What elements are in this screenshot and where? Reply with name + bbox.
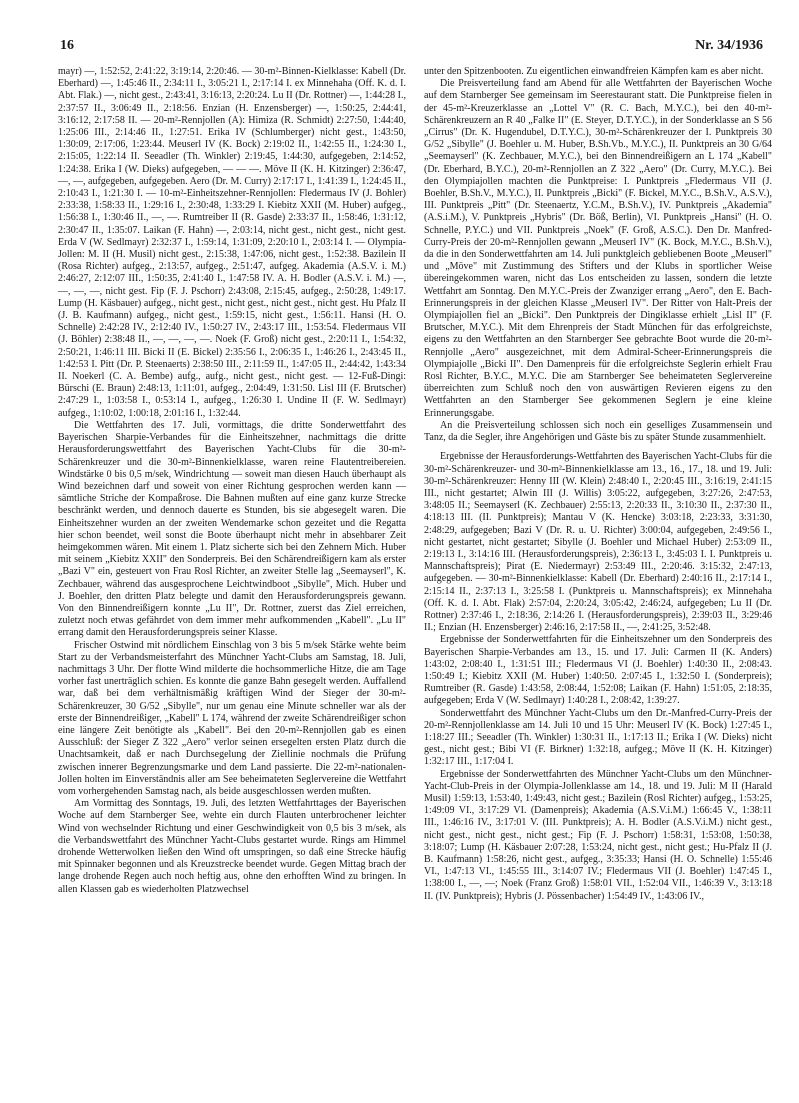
paragraph: Ergebnisse der Sonderwettfahrten des Münchner Yacht-Clubs um den Münchner-Yacht-Club-Preis in der Olympia-Jollenklasse am 14., 18. und 19. Juli: M II (Harald Musil) 1:59:13, 1:53:40, 1:49:43, nicht gest.; Bazilein (Rosl Richter) aufgeg., 1:53:25, 1:49:09 VI., 3:17:29 VI. (Damenpreis); Akademia (A.S.V.i.M.) 1:66:45 V., 1:38:11 III., 1:46:16 IV., 3:17:01 V. (III. Punktpreis); A. H. Bodler (A.S.V.i.M.) nicht gest., nicht gest., nicht gest., nicht gest.; Fip (F. J. Pschorr) 1:58:31, 1:53:08, 1:50:38, 3:18:07; Lump (H. Käsbauer 2:07:28, 1:53:24, nicht gest., nicht gest.; Hu-Pfalz II (J. B. Kaufmann) 1:58:26, nicht gest., aufgeg., 3:35:33; Hansi (H. O. Schnelle) 1:55:46 VI., 1:47:13 VI., 1:45:55 III., 3:14:07 IV.; Fledermaus VII (J. Boehler) 1:47:45 I., 1:38:00 I., —, —; Noek (Franz Groß) 1:58:01 VII., 1:52:04 VII., 1:46:39 V., 3:13:18 II. (IV. Punktpreis); Hybris (J. Pössenbacher) 1:54:49 IV., 1:43:06 IV.,: [424, 768, 772, 902]
paragraph: Die Wettfahrten des 17. Juli, vormittags, die dritte Sonderwettfahrt des Bayerischen Sharpie-Verbandes für die Einheitszehner, nachmittags die dritte Herausforderungswettfahrt des Bayerischen Yacht-Clubs für die 30-m²-Schärenkreuzer und die 30-m²-Binnenkielklasse, waren reine Flautentreibereien. Windstärke 0 bis 0,5 m/sek, Windrichtung — soweit man diesen Hauch überhaupt als Wind bezeichnen darf und soweit von einer Richtung gesprochen werden kann — sämtliche Striche der Kompaßrose. Die Bahnen mußten auf eine ganz kurze Strecke beschränkt werden, und dennoch dauerte es Stunden, bis sie abgesegelt waren. Die Einheitszehner wurden an der zweiten Wendemarke schon gezeitet und die Regatta hier schon beendet, weil sonst die Boote überhaupt nicht mehr in absehbarer Zeit heimgekommen wären. Mit einem 1. Platz sicherte sich bei den Zehnern Mich. Huber mit seinem „Kiebitz XXII" den Sonderpreis. Bei den Schärendreißigern kam als erster „Bazi V" ein, gesteuert von Frau Rosl Richter, an zweiter Stelle lag „Seemayserl", K. Zechbauer, während das ausgesprochene Leichtwindboot „Sibylle", Mich. Huber und J. Boehler, den dritten Platz belegte und damit den Herausforderungspreis gewann. Von den Binnendreißigern konnte „Lu II", Dr. Rottner, zuerst das Ziel erreichen, zuletzt noch etwas gefährdet von dem immer mehr aufkommenden „Kabell". „Lu II" errang damit den Herausforderungspreis seiner Klasse.: [58, 419, 406, 639]
paragraph-spacer: [424, 444, 772, 451]
issue-number: Nr. 34/1936: [695, 38, 763, 53]
page-header: [60, 38, 763, 60]
left-column: [58, 66, 406, 896]
paragraph: unter den Spitzenbooten. Zu eigentlichen einwandfreien Kämpfen kam es aber nicht.: [424, 66, 764, 77]
paragraph: An die Preisverteilung schlossen sich noch ein geselliges Zusammensein und Tanz, da die Segler, ihre Angehörigen und Gäste bis zu später Stunde zusammenhielt.: [424, 419, 772, 444]
paragraph: Die Preisverteilung fand am Abend für alle Wettfahrten der Bayerischen Woche auf dem Starnberger See gemeinsam im Seerestaurant statt. Die Punktpreise fielen in der 45-m²-Kreuzerklasse an „Lottel V" (R. C. Bach, M.Y.C.), bei den 40-m²-Schärenkreuzern an R 40 „Falke II" (E. Steyer, D.T.Y.C.), in der Sonderklasse an S 56 „Cirrus" (Dr. K. Hugendubel, D.T.Y.C.), 30-m²-Schärenkreuzer der I. Punktpreis 30 G/52 „Sibylle" (J. Boehler u. M. Huber, B.Sh.Vb., M.Y.C.), II. Punktpreis an 30 G/64 „Seemayserl" (K. Zechbauer, M.Y.C.), bei den Binnendreißigern an L 174 „Kabell" (Dr. Eberhard, B.Y.C.), 20-m²-Rennjollen an Z 322 „Aero" (Dr. Curry, M.Y.C.). Bei den Olympiajollen machten die Punktpreise: I. Punktpreis „Fledermaus VII (J. Boehler, B.Sh.V., M.Y.C.), II. Punktpreis „Bicki" (F. Bickel, M.Y.C., B.Sh.V., A.S.V.), III. Punktpreis „Pitt" (Dr. Steenaertz, Y.C.M., B.Sh.V.), IV. Punktpreis „Akademia" (A.S.i.M.), V. Punktpreis „Hybris" (Dr. Böß, Berlin), VI. Punktpreis „Hansi" (H. O. Schnelle, P.Y.C.) und VII. Punktpreis „Noek" (F. Groß, A.S.C.). Den Dr. Manfred-Curry-Preis der 20-m²-Rennjollen gewann „Meuserl IV" (K. Bock, M.Y.C., B.Sh.V.), da die in den Sonderwettfahrten am 14. Juli punktgleich gebliebenen Boote „Meuserl" und „Möve" mit Zustimmung des Stifters und der Klubs in sportlicher Weise übereingekommen waren, nicht das Los entscheiden zu lassen, sondern die letzte Wettfahrt am Sonntag. Den M.Y.C.-Preis der Zwanziger errang „Aero", den E. Bach-Erinnerungspreis in der gleichen Klasse „Meuserl IV". Der Ritter von Halt-Preis der Olympiajollen fiel an „Bicki". Den Punktpreis der Dingiklasse erhielt „Lisl II" (F. Brutscher, M.Y.C.). Mit dem Ehrenpreis der Stadt München für das erfolgreichste, eigens zu den Wettfahrten an den Starnberger See gebrachte Boot wurde die 20-m²-Rennjolle „Aero" ausgezeichnet, mit dem Admiral-Scheer-Erinnerungspreis die Olympiajolle „Bicki II". Den Damenpreis für die erfolgreichste Seglerin erhielt Frau Rosl Richter, B.Y.C., M.Y.C. Die am Starnberger See beheimateten Seglervereine überreichten zum Schluß noch den von auswärtigen Revieren eigens zu den Wettfahrten an den Starnberger See gekommenen Seglern je eine kleine Erinnerungsgabe.: [424, 78, 772, 419]
right-column: [424, 66, 772, 903]
paragraph: Frischer Ostwind mit nördlichem Einschlag von 3 bis 5 m/sek Stärke wehte beim Start zu der Verbandsmeisterfahrt des Münchner Yacht-Clubs am Samstag, 18. Juli, nachmittags 3 Uhr. Der flotte Wind milderte die hochsommerliche Hitze, die am Tage vorher fast unerträglich schien. Es konnte die ganze Bahn gesegelt werden. Auffallend war, daß bei dem verhältnismäßig kräftigen Wind der Sieger der 30-m²-Schärenkreuzer, 30 G/52 „Sibylle", nur um genau eine Minute schneller war als der erste der Binnendreißiger, „Kabell" L 174, während der zweite Schärendreißiger schon eine längere Zeit benötigte als „Kabell". Bei den 20-m²-Rennjollen gab es einen Ausschluß: der Sieger Z 322 „Aero" verlor seinen ersegelten ersten Platz durch die Unachtsamkeit, daß er nach Durchsegelung der Ziellinie nochmals die Prüfung zwischen innerer Begrenzungsmarke und dem Land passierte. Die 22-m²-nationalen-Jollen holten im Einverständnis aller am See beheimateten Seglervereine die Wettfahrt vom vorhergehenden Samstag nach, als beide ausgeschlossen werden mußten.: [58, 639, 406, 797]
paragraph: Sonderwettfahrt des Münchner Yacht-Clubs um den Dr.-Manfred-Curry-Preis der 20-m²-Rennjollenklasse am 14. Juli 10 und 15 Uhr: Meuserl IV (K. Bock) 1:27:45 I., 1:18:27 III.; Seeadler (Th. Winkler) 1:30:31 II., 1:17:13 II.; Erika I (W. Dieks) nicht gest., nicht gest.; Bibi VI (F. Birkner) 1:32:18, aufgeg.; Möve II (K. H. Kitzinger) 1:32:17 III., 1:17:04 I.: [424, 707, 772, 768]
page-number: 16: [60, 38, 74, 53]
paragraph: mayr) —, 1:52:52, 2:41:22, 3:19:14, 2:20:46. — 30-m²-Binnen-Kielklasse: Kabell (Dr. Eberhard) —, 1:45:46 II., 2:34:11 I., 3:05:21 I., 2:17:14 I. ex Minnehaha (Off. K. d. I. Abt. Flak.) —, nicht gest., 2:43:41, 3:16:13, 2:20:24. Lu II (Dr. Rottner) —, 1:44:28 I., 2:37:57 II., 3:06:49 II., 2:18:56. Enzian (H. Enzensberger) —, 1:50:25, 2:44:41, 3:16:12, 2:17:58 II. — 20-m²-Rennjollen (A): Himiza (R. Schmidt) 2:27:50, 1:44:40, 1:25:06 III., 2:14:46 II., 1:27:51. Erika IV (Schlumberger) nicht gest., 1:43:50, 1:30:09, 2:17:06, 1:23:44. Meuserl IV (K. Bock) 2:19:02 II., 1:42:55 II., 1:24:30 I., 2:15:05, 1:22:14 II. Seeadler (Th. Winkler) 2:19:45, 1:44:30, aufgegeben, 2:14:52, 1:24:38. Erika I (W. Dieks) aufgegeben, — — —. Möve II (K. H. Kitzinger) 2:36:47, —, —, aufgegeben, aufgegeben. Aero (Dr. M. Curry) 2:17:17 I., 1:41:39 I., 1:24:45 II., 2:10:43 I., 1:21:30 I. — 10-m²-Einheitszehner-Rennjollen: Fledermaus IV (J. Bohler) 2:33:38, 1:58:33 II., 1:29:16 I., 2:30:48, 1:33:29 I. Kiebitz XXII (M. Huber) aufgeg., 1:56:38 I., 1:30:46 II., —, —. Rumtreiber II (R. Gasde) 2:33:37 II., 1:58:46, 1:31:12, 2:30:47 II., 1:35:07. Laikan (F. Hahn) —, 2:03:14, nicht gest., nicht gest., nicht gest. Erda V (W. Sedlmayr) 2:32:37 I., 1:59:14, 1:31:09, 2:20:10 I., 2:03:14 I. — Olympia-Jollen: M. II (H. Musil) nicht gest., 2:15:38, 1:47:06, nicht gest., 1:52:38. Bazilein II (Rosa Richter) aufgeg., 2:13:57, aufgeg., 2:51:47, aufgeg. Akademia (A.S.V. i. M.) 2:46:27, 2:12:07 III., 1:50:35, 2:41:40 I., 1:47:58 IV. A. H. Bodler (A.S.V. i. M.) —, —, —, —, nicht gest. Fip (F. J. Pschorr) 2:43:08, 2:15:45, aufgeg., 2:50:28, 1:49:17. Lump (H. Käsbauer) aufgeg., nicht gest., nicht gest., nicht gest., nicht gest. Hu Pfalz II (J. B. Kaufmann) aufgeg., nicht gest., 1:59:15, nicht gest., 1:56:11. Hansi (H. O. Schnelle) 2:42:28 IV., 2:12:40 IV., 1:50:27 IV., 2:43:17 III., 1:53:54. Fledermaus VII (J. Böhler) 2:38:48 II., —, —, —, —. Noek (F. Groß) nicht gest., 2:20:11 I., 1:54:32, 2:50:21, 1:46:11 III. Bicki II (E. Bickel) 2:35:56 I., 2:06:35 I., 1:46:26 I., 2:43:45 II., 1:42:53 I. Pitt (Dr. P. Steenaerts) 2:38:50 III., 2:11:59 II., 1:47:05 II., 2:44:42, 1:43:34 II. Noekerl (C. A. Bembe) aufg., aufg., nicht gest., nicht gest. — 12-Fuß-Dingi: Bürschi (E. Braun) 2:48:13, 1:11:01, aufgeg., 2:04:49, 1:31:50. Lisl III (F. Brutscher) 2:47:29 I., 1:03:58 I., 0:53:14 I., aufgeg., 1:26:30 I. Undine II (F. W. Sedlmayr) aufgeg., 1:10:02, 1:00:18, 2:01:16 I., 1:32:44.: [58, 66, 406, 419]
paragraph: Ergebnisse der Sonderwettfahrten für die Einheitszehner um den Sonderpreis des Bayerischen Sharpie-Verbandes am 13., 15. und 17. Juli: Carmen II (K. Anders) 1:43:02, 2:08:40 I., 1:31:51 III.; Fledermaus VI (J. Boehler) 1:40:30 II., 2:08:43. 1:50:49 I.; Kiebitz XXII (M. Huber) 1:40:50. 2:07:45 I., 1:32:50 I. (Sonderpreis); Rumtreiber (R. Gasde) 1:43:58, 2:08:44, 1:52:08; Laikan (F. Hahn) 1:51:05, 2:18:35, aufgegeben; Erda V (W. Sedlmayr) 1:40:28 I., 2:08:42, 1:39:27.: [424, 634, 772, 707]
paragraph: Ergebnisse der Herausforderungs-Wettfahrten des Bayerischen Yacht-Clubs für die 30-m²-Schärenkreuzer- und 30-m²-Binnenkielklasse am 13., 16., 17., 18. und 19. Juli: 30-m²-Schärenkreuzer: Henny III (W. Klein) 2:48:40 I., 2:20:45 III., 3:16:19, 2:41:15 III., nicht gestartet; Alwin III (J. Willis) 3:05:22, aufgegeben, 3:27:26, 2:47:53, 3:48:05 II.; Seemayserl (K. Zechbauer) 2:55:13, 2:20:33 II., 3:10:30 II., 2:37:30 II., 4:18:13 III. (II. Punktpreis); Mantau V (K. Hencke) 3:03:18, 2:23:33, 3:31:30, 2:48:29, aufgegeben; Bazi V (Dr. R. u. U. Richter) 3:00:04, aufgegeben, 2:49:56 I., nicht gestartet, nicht gestartet; Sibylle (J. Boehler und Michael Huber) 2:53:09 II., 2:19:13 I., 3:14:16 III. (Herausforderungspreis), 2:36:13 I., 3:45:03 I. I. Punktpreis u. Mannschaftspreis); Pirat (E. Niedermayr) 2:53:49 III., 2:20:46. 3:15:32, 2:47:13, aufgegeben. — 30-m²-Binnenkielklasse: Kabell (Dr. Eberhard) 2:40:16 II., 2:17:14 I., 2:15:14 II., 2:37:13 I., 3:25:58 I. (Punktpreis u. Mannschaftspreis); ex Minnehaha (Off. K. d. I. Abt. Flak) 2:57:04, 2:20:24, 3:05:42, 2:46:24, aufgegeben; Lu II (Dr. Rottner) 2:37:46 I., 2:18:36, 2:14:26 I. (Herausforderungspreis), 2:39:03 II., 3:29:46 II.; Enzian (H. Enzensberger) 2:46:16, 2:17:58 II., —, 2:41:25, 3:52:48.: [424, 451, 772, 634]
paragraph: Am Vormittag des Sonntags, 19. Juli, des letzten Wettfahrttages der Bayerischen Woche auf dem Starnberger See, wehte ein durch Flauten unterbrochener leichter Wind von wechselnder Richtung und einer Geschwindigkeit von 0,5 bis 3 m/sek, als die Verbandswettfahrt des Münchner Yacht-Clubs gestartet wurde. Rings am Himmel drohende Wetterwolken ließen den Wind oft umspringen, so daß eine Strecke häufig mit Spinnaker begonnen und als Kreuzstrecke beendet wurde. Gegen Mittag brach der lange drohende Regen auch noch heftig aus, ohne den erhofften Wind zu bringen. In allen Klassen gab es wiederholten Platzwechsel: [58, 798, 406, 895]
